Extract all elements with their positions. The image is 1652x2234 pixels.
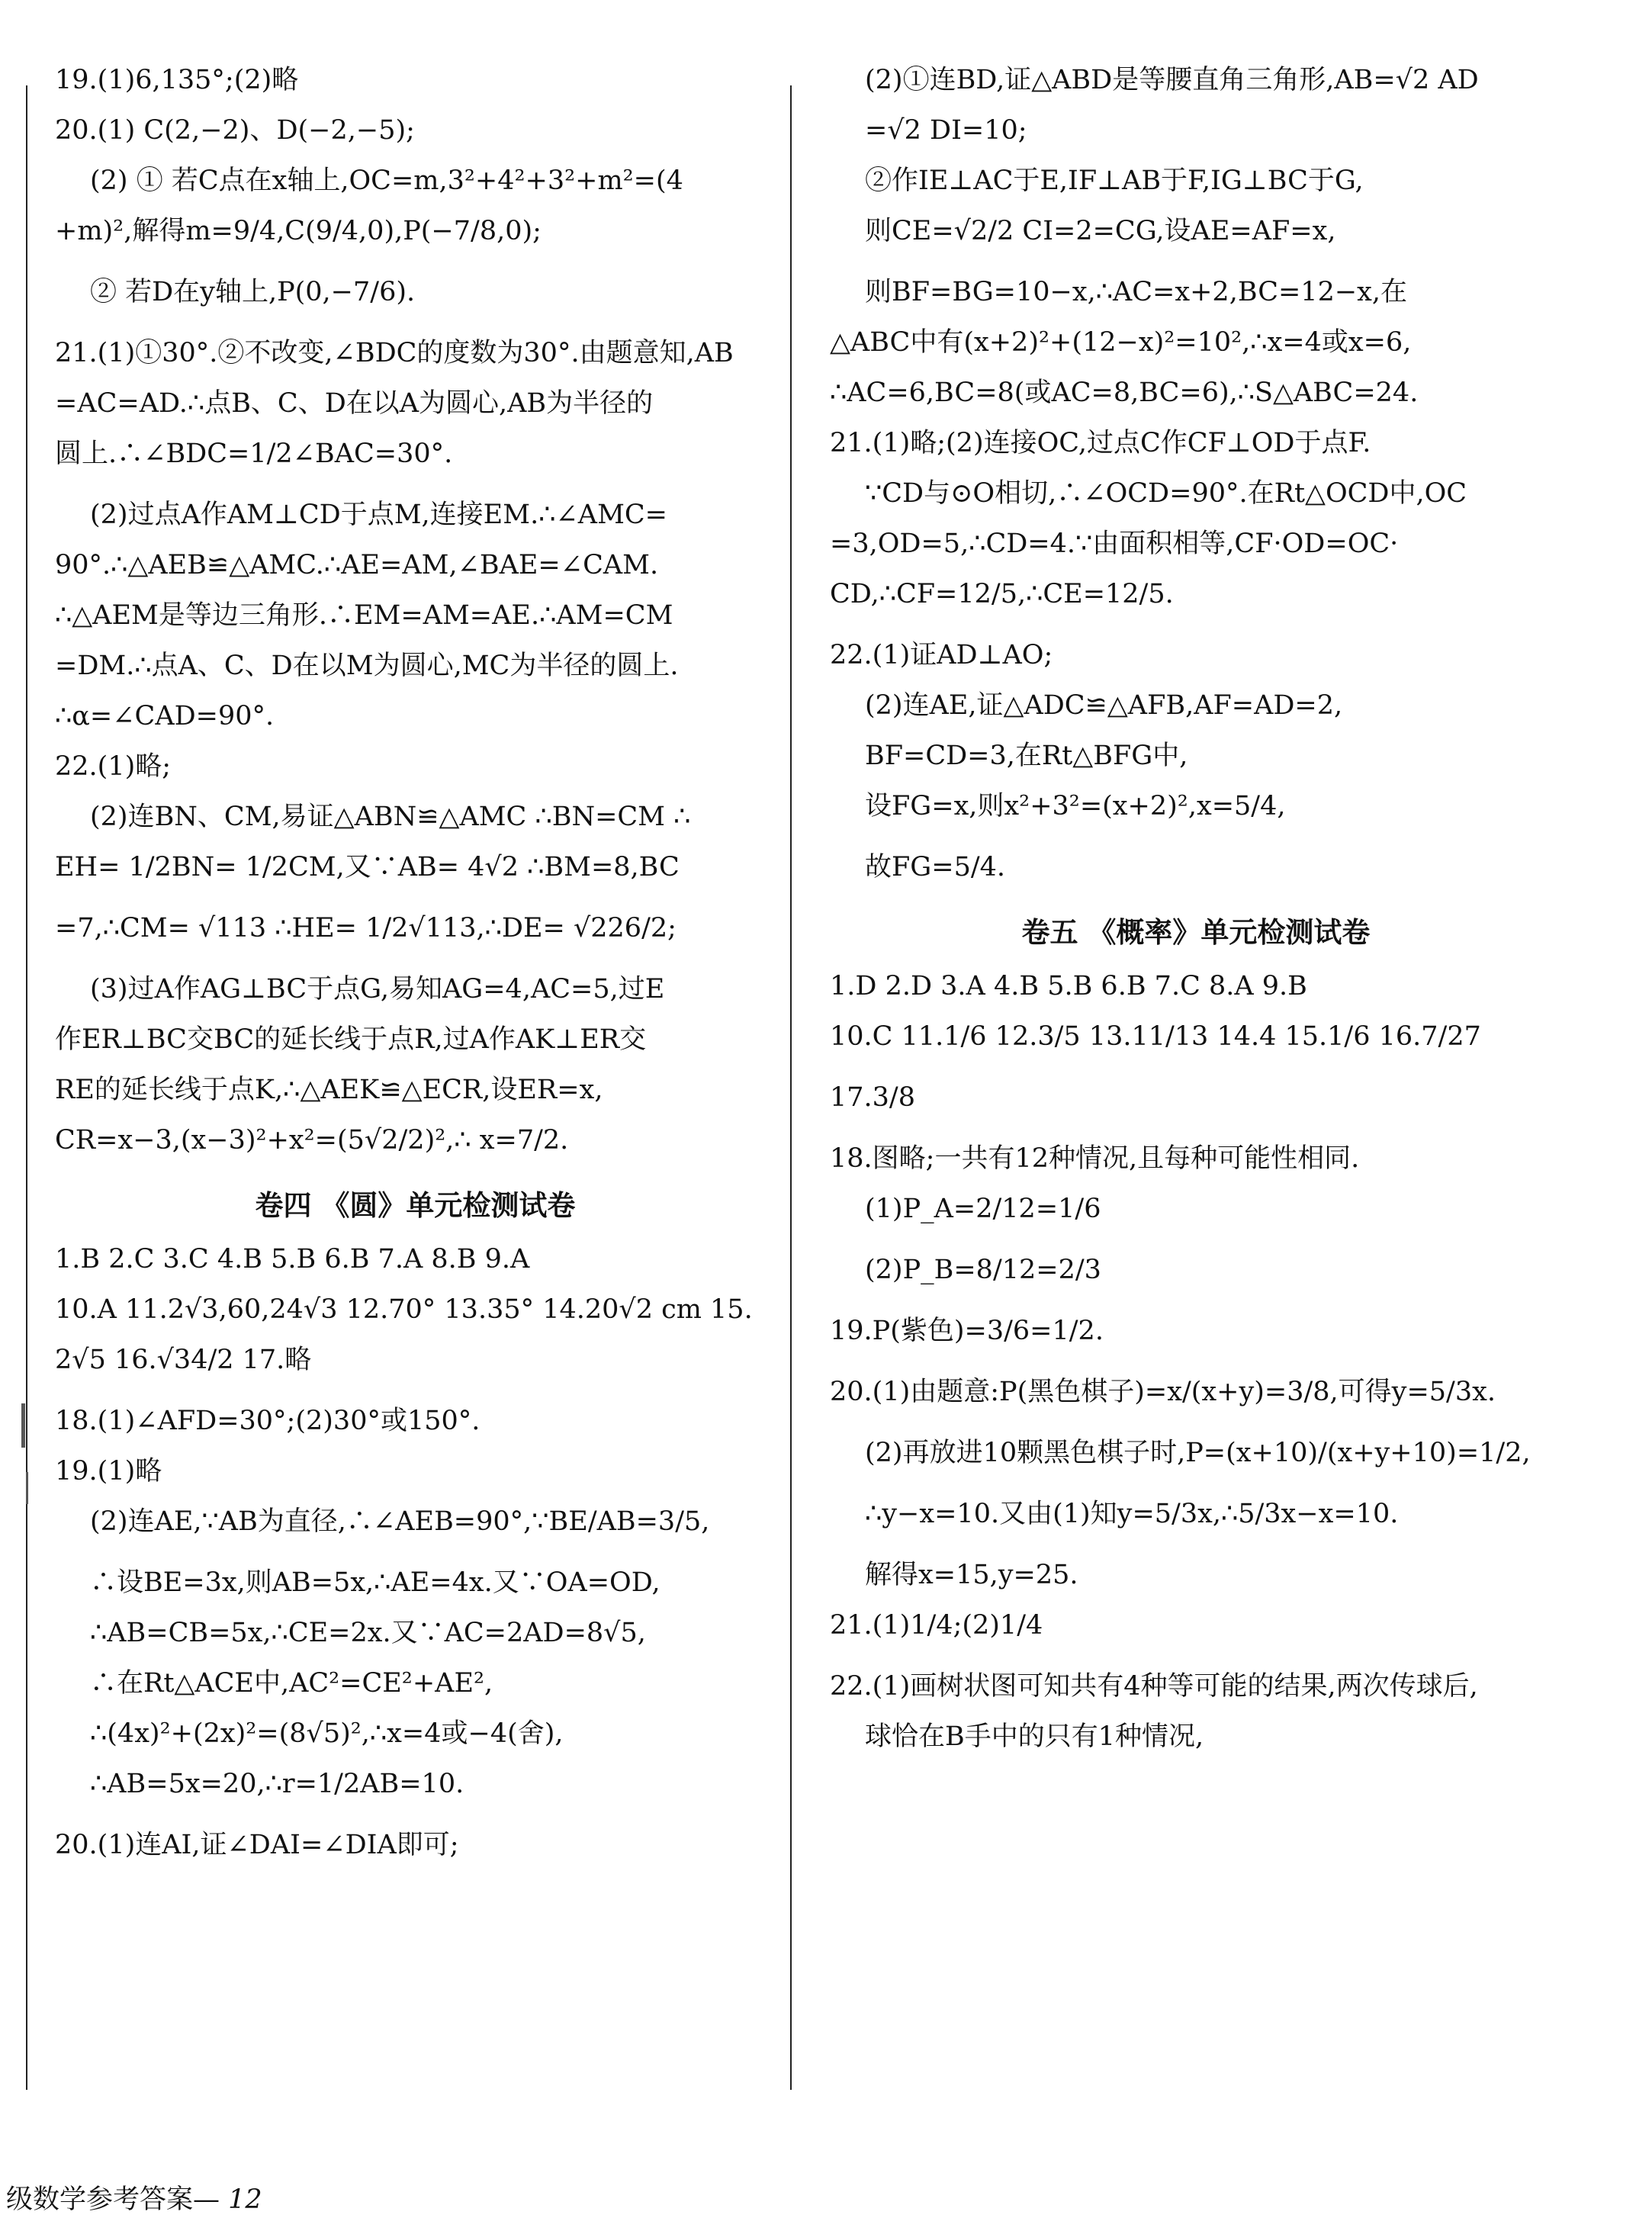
answer-line: (2)连BN、CM,易证△ABN≌△AMC ∴BN=CM ∴ [90, 802, 691, 832]
answer-line: =√2 DI=10; [865, 115, 1027, 146]
answer-line: 圆上.∴∠BDC=1/2∠BAC=30°. [55, 439, 453, 469]
answer-line: 17.3/8 [830, 1082, 915, 1113]
answer-line: =AC=AD.∴点B、C、D在以A为圆心,AB为半径的 [55, 388, 654, 419]
section-heading: 卷四 《圆》单元检测试卷 [255, 1189, 576, 1222]
answer-line: 19.(1)略 [55, 1456, 162, 1487]
answer-line: ∴在Rt△ACE中,AC²=CE²+AE², [90, 1668, 493, 1699]
right-column [830, 61, 1562, 1768]
answer-line: 22.(1)证AD⊥AO; [830, 640, 1053, 670]
answer-line: ∴AC=6,BC=8(或AC=8,BC=6),∴S△ABC=24. [830, 378, 1419, 408]
answer-line: 20.(1)连AI,证∠DAI=∠DIA即可; [55, 1830, 459, 1860]
answer-line: (2) ① 若C点在x轴上,OC=m,3²+4²+3²+m²=(4 [90, 166, 683, 196]
page-footer [6, 2178, 262, 2216]
answer-line: =3,OD=5,∴CD=4.∵由面积相等,CF·OD=OC· [830, 529, 1399, 559]
answer-line: ∴AB=CB=5x,∴CE=2x.又∵AC=2AD=8√5, [90, 1618, 646, 1648]
answer-line: (2)连AE,证△ADC≌△AFB,AF=AD=2, [865, 690, 1343, 721]
answer-line: 则BF=BG=10−x,∴AC=x+2,BC=12−x,在 [865, 277, 1408, 307]
answer-line: 1.B 2.C 3.C 4.B 5.B 6.B 7.A 8.B 9.A [55, 1244, 530, 1275]
answer-line: =7,∴CM= √113 ∴HE= 1/2√113,∴DE= √226/2; [55, 913, 677, 943]
answer-line: 1.D 2.D 3.A 4.B 5.B 6.B 7.C 8.A 9.B [830, 971, 1307, 1001]
answer-line: ∴α=∠CAD=90°. [55, 701, 275, 731]
answer-line: 20.(1) C(2,−2)、D(−2,−5); [55, 115, 415, 146]
answer-line: 22.(1)画树状图可知共有4种等可能的结果,两次传球后, [830, 1671, 1478, 1702]
footer-label: 级数学参考答案— [6, 2184, 220, 2215]
answer-line: 2√5 16.√34/2 17.略 [55, 1345, 312, 1375]
answer-line: ∴设BE=3x,则AB=5x,∴AE=4x.又∵OA=OD, [90, 1567, 660, 1598]
answer-line: ∵CD与⊙O相切,∴∠OCD=90°.在Rt△OCD中,OC [865, 478, 1467, 509]
answer-line: 21.(1)①30°.②不改变,∠BDC的度数为30°.由题意知,AB [55, 338, 734, 368]
answer-line: 21.(1)略;(2)连接OC,过点C作CF⊥OD于点F. [830, 428, 1371, 458]
answer-line: 21.(1)1/4;(2)1/4 [830, 1610, 1043, 1641]
answer-line: ② 若D在y轴上,P(0,−7/6). [90, 277, 416, 307]
answer-line: ∴AB=5x=20,∴r=1/2AB=10. [90, 1769, 464, 1799]
answer-line: +m)²,解得m=9/4,C(9/4,0),P(−7/8,0); [55, 216, 542, 246]
answer-line: 10.A 11.2√3,60,24√3 12.70° 13.35° 14.20√2 cm 15. [55, 1294, 753, 1325]
answer-line: 球恰在B手中的只有1种情况, [865, 1721, 1204, 1752]
column-divider-rule [790, 85, 792, 2090]
answer-line: (2)①连BD,证△ABD是等腰直角三角形,AB=√2 AD [865, 65, 1479, 95]
left-margin-rule [26, 85, 27, 2090]
answer-line: 18.(1)∠AFD=30°;(2)30°或150°. [55, 1406, 480, 1436]
answer-line: 则CE=√2/2 CI=2=CG,设AE=AF=x, [865, 216, 1336, 246]
answer-line: ②作IE⊥AC于E,IF⊥AB于F,IG⊥BC于G, [865, 166, 1364, 196]
answer-line: (2)过点A作AM⊥CD于点M,连接EM.∴∠AMC= [90, 500, 668, 530]
answer-line: 19.P(紫色)=3/6=1/2. [830, 1316, 1104, 1346]
answer-line: 10.C 11.1/6 12.3/5 13.11/13 14.4 15.1/6 16.7/27 [830, 1021, 1481, 1052]
section-heading: 卷五 《概率》单元检测试卷 [1021, 916, 1371, 949]
answer-line: (2)P_B=8/12=2/3 [865, 1255, 1101, 1285]
answer-line: CR=x−3,(x−3)²+x²=(5√2/2)²,∴ x=7/2. [55, 1125, 569, 1156]
answer-line: 故FG=5/4. [865, 852, 1006, 882]
answer-line: 解得x=15,y=25. [865, 1560, 1078, 1590]
scan-mark [21, 1403, 25, 1448]
answer-line: =DM.∴点A、C、D在以M为圆心,MC为半径的圆上. [55, 651, 679, 681]
page-number: 12 [228, 2184, 262, 2215]
answer-line: ∴△AEM是等边三角形.∴EM=AM=AE.∴AM=CM [55, 600, 673, 631]
answer-line: ∴(4x)²+(2x)²=(8√5)²,∴x=4或−4(舍), [90, 1718, 564, 1749]
answer-line: ∴y−x=10.又由(1)知y=5/3x,∴5/3x−x=10. [865, 1499, 1399, 1529]
answer-line: (3)过A作AG⊥BC于点G,易知AG=4,AC=5,过E [90, 974, 665, 1004]
answer-line: 20.(1)由题意:P(黑色棋子)=x/(x+y)=3/8,可得y=5/3x. [830, 1377, 1496, 1407]
answer-line: (1)P_A=2/12=1/6 [865, 1194, 1101, 1224]
answer-line: 22.(1)略; [55, 751, 172, 782]
answer-line: BF=CD=3,在Rt△BFG中, [865, 741, 1188, 771]
answer-line: RE的延长线于点K,∴△AEK≌△ECR,设ER=x, [55, 1075, 603, 1105]
answer-line: CD,∴CF=12/5,∴CE=12/5. [830, 579, 1174, 609]
answer-line: 90°.∴△AEB≌△AMC.∴AE=AM,∠BAE=∠CAM. [55, 550, 659, 580]
answer-line: △ABC中有(x+2)²+(12−x)²=10²,∴x=4或x=6, [830, 327, 1412, 358]
answer-line: (2)再放进10颗黑色棋子时,P=(x+10)/(x+y+10)=1/2, [865, 1438, 1531, 1468]
answer-line: 18.图略;一共有12种情况,且每种可能性相同. [830, 1143, 1360, 1174]
answer-line: (2)连AE,∵AB为直径,∴∠AEB=90°,∵BE/AB=3/5, [90, 1506, 710, 1537]
answer-line: 作ER⊥BC交BC的延长线于点R,过A作AK⊥ER交 [55, 1024, 647, 1055]
left-column [55, 61, 776, 1876]
answer-line: EH= 1/2BN= 1/2CM,又∵AB= 4√2 ∴BM=8,BC [55, 852, 680, 882]
answer-line: 19.(1)6,135°;(2)略 [55, 65, 299, 95]
answer-line: 设FG=x,则x²+3²=(x+2)²,x=5/4, [865, 791, 1286, 821]
scan-mark [26, 1472, 28, 1504]
